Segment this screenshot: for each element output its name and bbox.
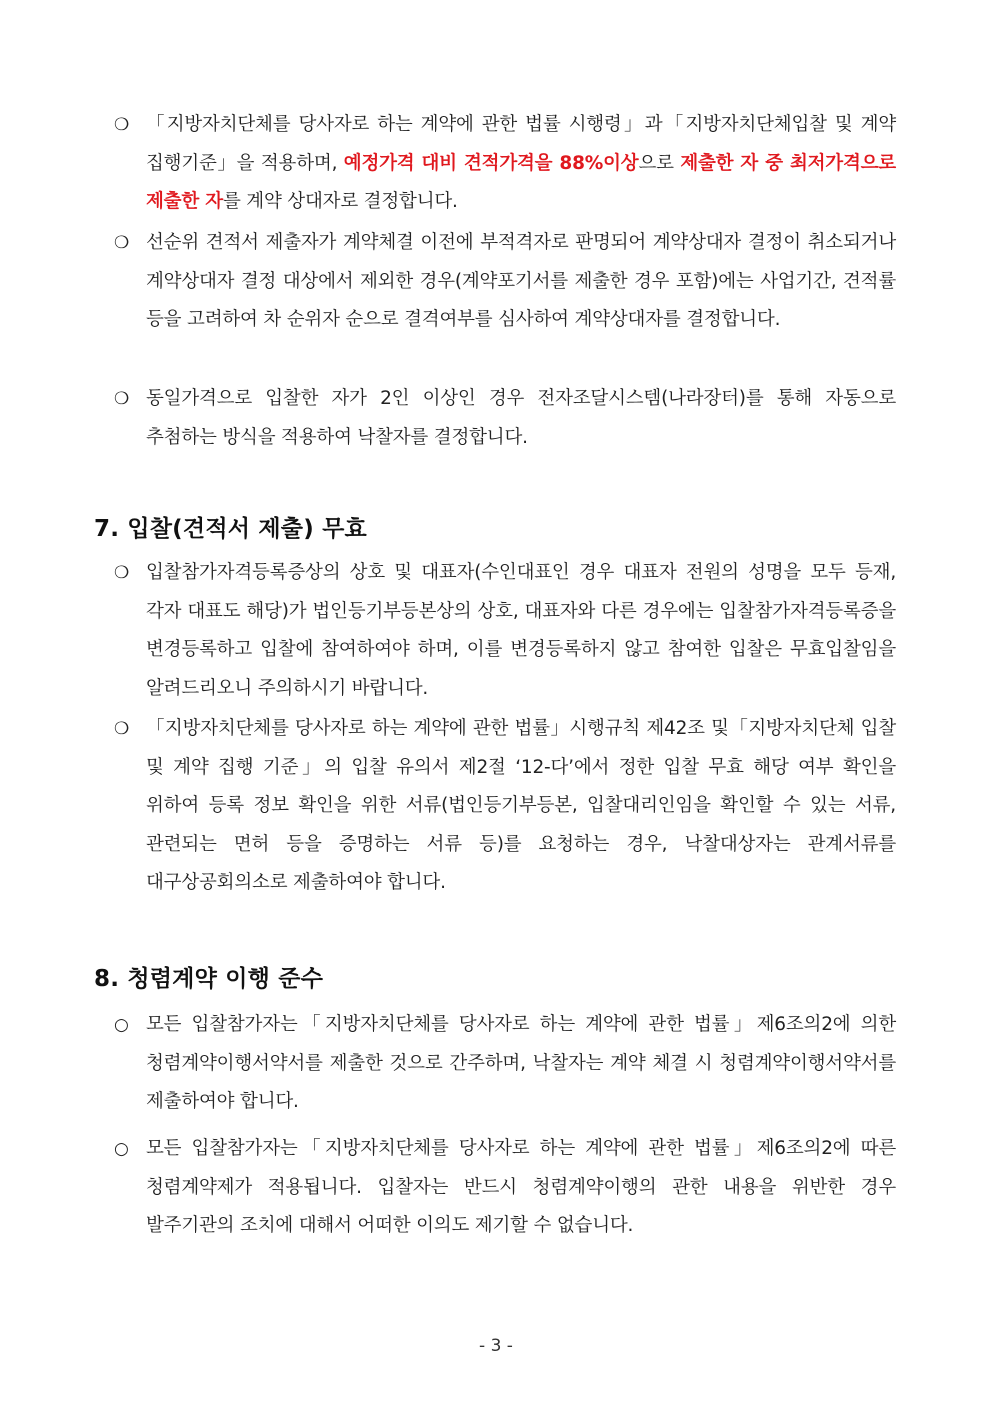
text-run: 를 계약 상대자로 결정합니다. [222, 191, 458, 213]
circle-bullet-icon: ❍ [114, 115, 130, 135]
bullet-text: 선순위 견적서 제출자가 계약체결 이전에 부적격자로 판명되어 계약상대자 결정이 취소되거나 계약상대자 결정 대상에서 제외한 경우(계약포기서를 제출한 경우 포함)에는 사업기간, 견적률 등을 고려하여 차 순위자 순으로 결격여부를 심사하여 계약상대자를 결정합니다. [146, 232, 896, 331]
section-heading-7: 7. 입찰(견적서 제출) 무효 [94, 516, 367, 542]
bullet-text: 모든 입찰참가자는「지방자치단체를 당사자로 하는 계약에 관한 법률」제6조의2에 의한 청렴계약이행서약서를 제출한 것으로 간주하며, 낙찰자는 계약 체결 시 청렴계약이행서약서를 제출하여야 합니다. [146, 1014, 896, 1113]
bullet-tie-rule [114, 380, 896, 457]
bullet-text: 「지방자치단체를 당사자로 하는 계약에 관한 법률」시행규칙 제42조 및「지방자치단체 입찰 및 계약 집행 기준」의 입찰 유의서 제2절 ‘12-다’에서 정한 입찰 무효 해당 여부 확인을 위하여 등록 정보 확인을 위한 서류(법인등기부등본, 입찰대리인임을 확인할 수 있는 서류, 관련되는 면허 등을 증명하는 서류 등)를 요청하는 경우, 낙찰대상자는 관계서류를 대구상공회의소로 제출하여야 합니다. [146, 718, 896, 894]
circle-bullet-icon: ❍ [114, 389, 130, 409]
bullet-text: 모든 입찰참가자는「지방자치단체를 당사자로 하는 계약에 관한 법률」제6조의2에 따른 청렴계약제가 적용됩니다. 입찰자는 반드시 청렴계약이행의 관한 내용을 위반한 경우 발주기관의 조치에 대해서 어떠한 이의도 제기할 수 없습니다. [146, 1138, 896, 1237]
circle-bullet-icon: ○ [114, 1139, 129, 1159]
circle-bullet-icon: ❍ [114, 563, 130, 583]
page-number: - 3 - [479, 1336, 513, 1356]
bullet-text: 동일가격으로 입찰한 자가 2인 이상인 경우 전자조달시스템(나라장터)를 통해 자동으로 추첨하는 방식을 적용하여 낙찰자를 결정합니다. [146, 388, 896, 448]
bullet-disqualification-rule [114, 224, 896, 340]
bullet-integrity-contract [114, 1130, 896, 1246]
bullet-text: 입찰참가자격등록증상의 상호 및 대표자(수인대표인 경우 대표자 전원의 성명을 모두 등재, 각자 대표도 해당)가 법인등기부등본상의 상호, 대표자와 다른 경우에는 입찰참가자격등록증을 변경등록하고 입찰에 참여하여야 하며, 이를 변경등록하지 않고 참여한 입찰은 무효입찰임을 알려드리오니 주의하시기 바랍니다. [146, 562, 896, 699]
highlight-text: 예정가격 대비 견적가격을 88%이상 [343, 152, 639, 174]
bullet-text [146, 106, 896, 222]
circle-bullet-icon: ○ [114, 1015, 129, 1035]
bullet-integrity-pledge [114, 1006, 896, 1122]
bullet-registration-rule [114, 554, 896, 708]
text-run: 「지방자치단체를 당사자로 하는 계약에 관한 법률 시행령」과「지방자치단체입찰 및 계약 집행기준」을 적용하며, [146, 114, 896, 174]
text-run: 으로 [638, 152, 681, 174]
bullet-lowest-price-rule [114, 106, 896, 222]
bullet-document-request-rule [114, 710, 896, 903]
highlight-text: 제출한 자 중 최저가격으로 제출한 자 [146, 152, 896, 213]
circle-bullet-icon: ❍ [114, 719, 130, 739]
circle-bullet-icon: ❍ [114, 233, 130, 253]
section-heading-8: 8. 청렴계약 이행 준수 [94, 966, 324, 992]
